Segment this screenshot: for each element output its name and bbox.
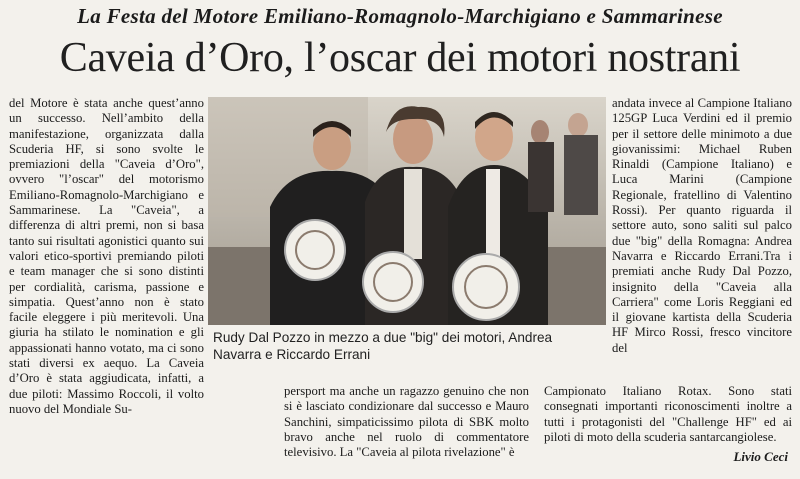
photo-caption	[213, 329, 601, 363]
byline: Livio Ceci	[733, 449, 788, 464]
article-column-3	[612, 96, 792, 356]
headline: Caveia d’Oro, l’oscar dei motori nostrani	[59, 35, 741, 81]
column-1-text: del Motore è stata anche quest’anno un successo. Nell’ambito della manifestazione, organizzata dalla Scuderia HF, si sono svolte le premiazioni della "Caveia d’Oro", ovvero "l’oscar" del motorismo Emiliano-Romagnolo-Marchigiano e Sammarinese. La "Caveia", a differenza di altri premi, non si basa tanto sui risultati agonistici quanto sui valori etico-sportivi premiando piloti e team manager che si sono distinti per cordialità, carisma, passione e simpatia. Quest’anno non è stato facile eleggere i più meritevoli. Una giuria ha stilato le nomination e gli appassionati hanno votato, ma ci sono stati diversi ex aequo. La Caveia d’Oro è stata aggiudicata, infatti, a due piloti: Massimo Roccoli, il volto nuovo del Mondiale Su-	[9, 96, 204, 416]
award-photo	[208, 97, 606, 325]
column-2-text: persport ma anche un ragazzo genuino che non si è lasciato condizionare dal successo e Mauro Sanchini, simpaticissimo pilota di SBK molto bravo anche nel ruolo di commentatore televisivo. La "Caveia al pilota rivelazione" è	[284, 384, 529, 460]
column-3-text: andata invece al Campione Italiano 125GP Luca Verdini ed il premio per il settore delle minimoto a due giovanissimi: Michael Ruben Rinaldi (Campione Italiano) e Luca Marini (Campione Regionale, fratellino di Valentino Rossi). Per quanto riguarda il settore auto, sono saliti sul palco due "big" della Romagna: Andrea Navarra e Riccardo Errani.Tra i premiati anche Rudy Dal Pozzo, insignito della "Caveia alla Carriera" come Loris Reggiani ed il giovane kartista della Scuderia HF Mirco Rossi, fresco vincitore del	[612, 96, 792, 355]
column-3b-text: Campionato Italiano Rotax. Sono stati consegnati importanti riconoscimenti inoltre a tutti i protagonisti del "Challenge HF" ed ai piloti di moto della scuderia santarcangiolese.	[544, 384, 792, 444]
article-column-1	[9, 96, 204, 417]
article-column-2	[284, 384, 529, 460]
kicker: La Festa del Motore Emiliano-Romagnolo-Marchigiano e Sammarinese	[77, 4, 723, 28]
photo-illustration	[208, 97, 606, 325]
caption-text: Rudy Dal Pozzo in mezzo a due "big" dei motori, Andrea Navarra e Riccardo Errani	[213, 330, 553, 362]
article-column-3-continued	[544, 384, 792, 445]
